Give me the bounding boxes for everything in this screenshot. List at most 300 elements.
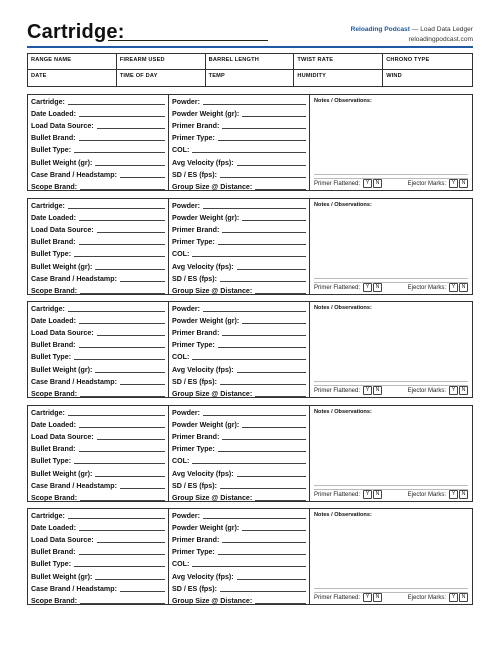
meta-wind[interactable]: WIND: [386, 73, 402, 79]
field-input-line[interactable]: [222, 232, 306, 233]
entry-middle-column: [169, 406, 310, 501]
notes-label: Notes / Observations:: [314, 305, 372, 311]
field-bullet-weight-gr: [28, 569, 168, 581]
field-input-line[interactable]: [74, 256, 165, 257]
field-label: SD / ES (fps):: [172, 377, 217, 386]
field-input-line[interactable]: [68, 311, 165, 312]
field-primer-brand: [169, 223, 309, 235]
field-input-line[interactable]: [237, 372, 306, 373]
field-load-data-source: [28, 326, 168, 338]
field-input-line[interactable]: [68, 208, 165, 209]
field-label: Cartridge:: [31, 98, 65, 107]
entry-left-column: [28, 406, 169, 501]
field-powder: [169, 199, 309, 211]
primer-flattened-flag: [314, 386, 382, 395]
field-load-data-source: [28, 119, 168, 131]
ejector-marks-no-checkbox[interactable]: N: [459, 490, 468, 499]
field-label: Avg Velocity (fps):: [172, 158, 234, 167]
field-case-brand-headstamp: [28, 479, 168, 491]
field-load-data-source: [28, 533, 168, 545]
field-input-line[interactable]: [218, 244, 306, 245]
field-label: Scope Brand:: [31, 493, 78, 502]
field-label: Case Brand / Headstamp:: [31, 274, 117, 283]
field-input-line[interactable]: [192, 566, 306, 567]
field-input-line[interactable]: [74, 566, 165, 567]
ejector-marks-label: Ejector Marks:: [407, 180, 446, 187]
field-input-line[interactable]: [255, 603, 306, 604]
field-label: Powder:: [172, 202, 200, 211]
field-bullet-type: [28, 350, 168, 362]
field-label: Case Brand / Headstamp:: [31, 481, 117, 490]
field-bullet-type: [28, 143, 168, 155]
field-label: Load Data Source:: [31, 433, 94, 442]
ejector-marks-no-checkbox[interactable]: N: [459, 593, 468, 602]
field-group-size-distance: [169, 180, 309, 192]
field-group-size-distance: [169, 491, 309, 503]
meta-temp[interactable]: TEMP: [206, 70, 295, 86]
field-input-line[interactable]: [74, 463, 165, 464]
primer-flattened-flag: [314, 593, 382, 602]
meta-twist-rate[interactable]: TWIST RATE: [294, 54, 383, 70]
field-powder: [169, 302, 309, 314]
field-col: [169, 557, 309, 569]
notes-rule: [314, 278, 468, 279]
ejector-marks-label: Ejector Marks:: [407, 284, 446, 291]
field-scope-brand: [28, 180, 168, 192]
field-avg-velocity-fps: [169, 569, 309, 581]
field-input-line[interactable]: [242, 116, 306, 117]
ejector-marks-no-checkbox[interactable]: N: [459, 283, 468, 292]
field-label: Group Size @ Distance:: [172, 286, 253, 295]
field-powder: [169, 509, 309, 521]
field-input-line[interactable]: [218, 554, 306, 555]
field-label: Date Loaded:: [31, 214, 76, 223]
primer-flattened-no-checkbox[interactable]: N: [373, 283, 382, 292]
notes-label: Notes / Observations:: [314, 98, 372, 104]
ejector-marks-yes-checkbox[interactable]: Y: [449, 593, 458, 602]
field-label: Case Brand / Headstamp:: [31, 377, 117, 386]
field-powder-weight-gr: [169, 418, 309, 430]
field-input-line[interactable]: [80, 396, 165, 397]
header-brand-block: [351, 25, 473, 45]
field-col: [169, 143, 309, 155]
field-label: Group Size @ Distance:: [172, 389, 253, 398]
field-input-line[interactable]: [242, 220, 306, 221]
load-entry: [27, 198, 473, 295]
field-input-line[interactable]: [192, 152, 306, 153]
ejector-marks-flag: [408, 490, 468, 499]
field-label: Case Brand / Headstamp:: [31, 584, 117, 593]
load-entry: [27, 94, 473, 191]
field-label: Primer Brand:: [172, 329, 220, 338]
field-input-line[interactable]: [237, 579, 306, 580]
field-input-line[interactable]: [68, 415, 165, 416]
field-cartridge: [28, 95, 168, 107]
field-input-line[interactable]: [74, 359, 165, 360]
field-label: Bullet Brand:: [31, 341, 76, 350]
field-label: Cartridge:: [31, 305, 65, 314]
load-entry: [27, 405, 473, 502]
field-input-line[interactable]: [120, 177, 165, 178]
meta-range-name[interactable]: RANGE NAME: [28, 54, 117, 70]
field-input-line[interactable]: [218, 347, 306, 348]
field-date-loaded: [28, 107, 168, 119]
field-label: Bullet Weight (gr):: [31, 158, 93, 167]
field-bullet-type: [28, 557, 168, 569]
field-input-line[interactable]: [79, 347, 165, 348]
entry-middle-column: [169, 509, 310, 604]
field-input-line[interactable]: [203, 311, 306, 312]
entry-notes-column[interactable]: [310, 199, 472, 294]
field-label: Primer Brand:: [172, 433, 220, 442]
field-label: Cartridge:: [31, 202, 65, 211]
field-input-line[interactable]: [237, 165, 306, 166]
field-label: Date Loaded:: [31, 421, 76, 430]
field-label: Case Brand / Headstamp:: [31, 170, 117, 179]
field-label: COL:: [172, 250, 190, 259]
entry-left-column: [28, 95, 169, 190]
field-date-loaded: [28, 418, 168, 430]
field-input-line[interactable]: [242, 427, 306, 428]
field-powder-weight-gr: [169, 211, 309, 223]
field-scope-brand: [28, 284, 168, 296]
field-powder-weight-gr: [169, 107, 309, 119]
field-avg-velocity-fps: [169, 155, 309, 167]
field-date-loaded: [28, 211, 168, 223]
field-input-line[interactable]: [192, 256, 306, 257]
field-input-line[interactable]: [255, 293, 306, 294]
field-bullet-weight-gr: [28, 259, 168, 271]
field-case-brand-headstamp: [28, 272, 168, 284]
entry-middle-column: [169, 302, 310, 397]
field-input-line[interactable]: [79, 116, 165, 117]
ledger-subtitle: Load Data Ledger: [420, 26, 473, 33]
meta-humidity[interactable]: HUMIDITY: [294, 70, 383, 86]
field-input-line[interactable]: [80, 603, 165, 604]
brand-url: reloadingpodcast.com: [408, 36, 473, 43]
field-input-line[interactable]: [95, 165, 165, 166]
field-sd-es-fps: [169, 582, 309, 594]
field-label: Bullet Weight (gr):: [31, 572, 93, 581]
field-input-line[interactable]: [222, 439, 306, 440]
ejector-marks-yes-checkbox[interactable]: Y: [449, 490, 458, 499]
field-label: Powder Weight (gr):: [172, 421, 240, 430]
field-input-line[interactable]: [79, 530, 165, 531]
primer-flattened-no-checkbox[interactable]: N: [373, 179, 382, 188]
field-input-line[interactable]: [255, 189, 306, 190]
field-input-line[interactable]: [220, 591, 306, 592]
field-input-line[interactable]: [74, 152, 165, 153]
field-label: Powder:: [172, 98, 200, 107]
field-input-line[interactable]: [203, 104, 306, 105]
primer-flattened-flag: [314, 490, 382, 499]
field-cartridge: [28, 302, 168, 314]
field-input-line[interactable]: [203, 415, 306, 416]
ejector-marks-yes-checkbox[interactable]: Y: [449, 386, 458, 395]
field-input-line[interactable]: [120, 384, 165, 385]
field-input-line[interactable]: [97, 335, 165, 336]
field-input-line[interactable]: [79, 554, 165, 555]
meta-time-of-day[interactable]: TIME OF DAY: [117, 70, 206, 86]
field-input-line[interactable]: [79, 244, 165, 245]
field-label: Group Size @ Distance:: [172, 182, 253, 191]
ejector-marks-flag: [408, 593, 468, 602]
primer-flattened-label: Primer Flattened:: [314, 387, 361, 394]
primer-flattened-flag: [314, 283, 382, 292]
field-input-line[interactable]: [218, 140, 306, 141]
entry-notes-column[interactable]: [310, 302, 472, 397]
field-label: SD / ES (fps):: [172, 584, 217, 593]
meta-date[interactable]: DATE: [28, 70, 117, 86]
field-input-line[interactable]: [79, 451, 165, 452]
load-entry: [27, 508, 473, 605]
field-input-line[interactable]: [218, 451, 306, 452]
field-sd-es-fps: [169, 479, 309, 491]
entry-flags: [314, 283, 468, 292]
field-label: Bullet Brand:: [31, 548, 76, 557]
field-primer-type: [169, 545, 309, 557]
entry-flags: [314, 490, 468, 499]
field-label: Powder:: [172, 409, 200, 418]
primer-flattened-yes-checkbox[interactable]: Y: [363, 490, 372, 499]
notes-rule: [314, 381, 468, 382]
field-label: Primer Type:: [172, 445, 215, 454]
field-powder-weight-gr: [169, 521, 309, 533]
field-label: COL:: [172, 353, 190, 362]
field-primer-type: [169, 442, 309, 454]
entry-notes-column[interactable]: [310, 406, 472, 501]
field-input-line[interactable]: [237, 269, 306, 270]
field-primer-type: [169, 338, 309, 350]
field-load-data-source: [28, 430, 168, 442]
field-input-line[interactable]: [220, 281, 306, 282]
field-input-line[interactable]: [80, 293, 165, 294]
field-label: Primer Brand:: [172, 226, 220, 235]
field-powder: [169, 95, 309, 107]
field-case-brand-headstamp: [28, 375, 168, 387]
primer-flattened-label: Primer Flattened:: [314, 491, 361, 498]
field-input-line[interactable]: [95, 579, 165, 580]
field-label: Scope Brand:: [31, 596, 78, 605]
field-input-line[interactable]: [97, 542, 165, 543]
meta-chrono-type[interactable]: CHRONO TYPE: [383, 54, 472, 70]
field-label: Bullet Type:: [31, 457, 72, 466]
field-label: Bullet Type:: [31, 353, 72, 362]
ejector-marks-flag: [408, 386, 468, 395]
field-powder: [169, 406, 309, 418]
field-input-line[interactable]: [95, 476, 165, 477]
field-cartridge: [28, 199, 168, 211]
field-input-line[interactable]: [79, 323, 165, 324]
field-input-line[interactable]: [120, 281, 165, 282]
ejector-marks-label: Ejector Marks:: [407, 387, 446, 394]
field-label: Group Size @ Distance:: [172, 596, 253, 605]
primer-flattened-no-checkbox[interactable]: N: [373, 386, 382, 395]
entry-left-column: [28, 509, 169, 604]
field-sd-es-fps: [169, 168, 309, 180]
brand-separator: —: [411, 26, 419, 33]
field-input-line[interactable]: [222, 128, 306, 129]
field-primer-type: [169, 131, 309, 143]
field-sd-es-fps: [169, 375, 309, 387]
entry-notes-column[interactable]: [310, 509, 472, 604]
field-input-line[interactable]: [79, 220, 165, 221]
field-label: Avg Velocity (fps):: [172, 365, 234, 374]
field-label: Powder:: [172, 305, 200, 314]
field-bullet-brand: [28, 235, 168, 247]
entry-middle-column: [169, 95, 310, 190]
field-input-line[interactable]: [220, 384, 306, 385]
field-label: Date Loaded:: [31, 524, 76, 533]
field-label: Primer Type:: [172, 548, 215, 557]
field-avg-velocity-fps: [169, 466, 309, 478]
ejector-marks-no-checkbox[interactable]: N: [459, 386, 468, 395]
load-entry: [27, 301, 473, 398]
primer-flattened-yes-checkbox[interactable]: Y: [363, 593, 372, 602]
field-label: Date Loaded:: [31, 317, 76, 326]
meta-barrel-length[interactable]: BARREL LENGTH: [206, 54, 295, 70]
field-input-line[interactable]: [192, 463, 306, 464]
field-sd-es-fps: [169, 272, 309, 284]
session-info-grid: [27, 53, 473, 87]
field-input-line[interactable]: [220, 488, 306, 489]
field-load-data-source: [28, 223, 168, 235]
primer-flattened-label: Primer Flattened:: [314, 180, 361, 187]
header-divider: [27, 46, 473, 48]
field-avg-velocity-fps: [169, 362, 309, 374]
field-label: SD / ES (fps):: [172, 481, 217, 490]
ejector-marks-flag: [408, 283, 468, 292]
field-date-loaded: [28, 314, 168, 326]
field-bullet-brand: [28, 442, 168, 454]
field-powder-weight-gr: [169, 314, 309, 326]
field-primer-brand: [169, 430, 309, 442]
field-input-line[interactable]: [220, 177, 306, 178]
field-input-line[interactable]: [203, 518, 306, 519]
field-label: Cartridge:: [31, 512, 65, 521]
field-input-line[interactable]: [80, 500, 165, 501]
field-input-line[interactable]: [192, 359, 306, 360]
field-label: Avg Velocity (fps):: [172, 572, 234, 581]
field-input-line[interactable]: [120, 591, 165, 592]
field-label: Bullet Brand:: [31, 134, 76, 143]
entry-flags: [314, 386, 468, 395]
field-input-line[interactable]: [242, 530, 306, 531]
field-label: Primer Type:: [172, 341, 215, 350]
field-bullet-type: [28, 454, 168, 466]
field-label: Avg Velocity (fps):: [172, 262, 234, 271]
field-label: Bullet Weight (gr):: [31, 365, 93, 374]
primer-flattened-yes-checkbox[interactable]: Y: [363, 386, 372, 395]
ejector-marks-label: Ejector Marks:: [407, 594, 446, 601]
entry-flags: [314, 179, 468, 188]
cartridge-title: Cartridge:: [27, 21, 125, 43]
entry-flags: [314, 593, 468, 602]
notes-label: Notes / Observations:: [314, 512, 372, 518]
field-input-line[interactable]: [97, 232, 165, 233]
field-bullet-brand: [28, 131, 168, 143]
field-label: Scope Brand:: [31, 389, 78, 398]
field-cartridge: [28, 509, 168, 521]
primer-flattened-yes-checkbox[interactable]: Y: [363, 283, 372, 292]
field-input-line[interactable]: [97, 128, 165, 129]
field-input-line[interactable]: [79, 140, 165, 141]
entry-left-column: [28, 199, 169, 294]
primer-flattened-no-checkbox[interactable]: N: [373, 593, 382, 602]
field-avg-velocity-fps: [169, 259, 309, 271]
primer-flattened-label: Primer Flattened:: [314, 284, 361, 291]
field-bullet-weight-gr: [28, 362, 168, 374]
field-bullet-brand: [28, 338, 168, 350]
field-label: Scope Brand:: [31, 182, 78, 191]
notes-rule: [314, 485, 468, 486]
field-primer-type: [169, 235, 309, 247]
field-input-line[interactable]: [255, 396, 306, 397]
field-scope-brand: [28, 387, 168, 399]
field-primer-brand: [169, 119, 309, 131]
notes-label: Notes / Observations:: [314, 202, 372, 208]
field-input-line[interactable]: [242, 323, 306, 324]
field-input-line[interactable]: [79, 427, 165, 428]
primer-flattened-flag: [314, 179, 382, 188]
field-label: Load Data Source:: [31, 122, 94, 131]
ejector-marks-yes-checkbox[interactable]: Y: [449, 283, 458, 292]
primer-flattened-yes-checkbox[interactable]: Y: [363, 179, 372, 188]
field-input-line[interactable]: [120, 488, 165, 489]
primer-flattened-label: Primer Flattened:: [314, 594, 361, 601]
field-bullet-brand: [28, 545, 168, 557]
field-bullet-type: [28, 247, 168, 259]
field-input-line[interactable]: [68, 104, 165, 105]
field-input-line[interactable]: [237, 476, 306, 477]
field-bullet-weight-gr: [28, 155, 168, 167]
entry-notes-column[interactable]: [310, 95, 472, 190]
field-label: Powder Weight (gr):: [172, 317, 240, 326]
cartridge-title-line[interactable]: [108, 40, 268, 41]
ejector-marks-no-checkbox[interactable]: N: [459, 179, 468, 188]
field-input-line[interactable]: [68, 518, 165, 519]
field-label: COL:: [172, 560, 190, 569]
field-input-line[interactable]: [255, 500, 306, 501]
field-cartridge: [28, 406, 168, 418]
field-input-line[interactable]: [222, 335, 306, 336]
field-label: Powder:: [172, 512, 200, 521]
primer-flattened-no-checkbox[interactable]: N: [373, 490, 382, 499]
field-label: Primer Type:: [172, 238, 215, 247]
field-label: Bullet Brand:: [31, 445, 76, 454]
entry-middle-column: [169, 199, 310, 294]
field-label: Bullet Weight (gr):: [31, 469, 93, 478]
notes-label: Notes / Observations:: [314, 409, 372, 415]
field-input-line[interactable]: [95, 372, 165, 373]
field-group-size-distance: [169, 284, 309, 296]
field-label: Powder Weight (gr):: [172, 214, 240, 223]
field-input-line[interactable]: [80, 189, 165, 190]
entry-left-column: [28, 302, 169, 397]
field-input-line[interactable]: [95, 269, 165, 270]
field-input-line[interactable]: [203, 208, 306, 209]
ejector-marks-flag: [408, 179, 468, 188]
field-label: Powder Weight (gr):: [172, 110, 240, 119]
field-label: Bullet Type:: [31, 560, 72, 569]
field-label: Primer Brand:: [172, 536, 220, 545]
field-input-line[interactable]: [222, 542, 306, 543]
field-label: Scope Brand:: [31, 286, 78, 295]
meta-firearm-used[interactable]: FIREARM USED: [117, 54, 206, 70]
field-input-line[interactable]: [97, 439, 165, 440]
field-col: [169, 350, 309, 362]
ejector-marks-yes-checkbox[interactable]: Y: [449, 179, 458, 188]
